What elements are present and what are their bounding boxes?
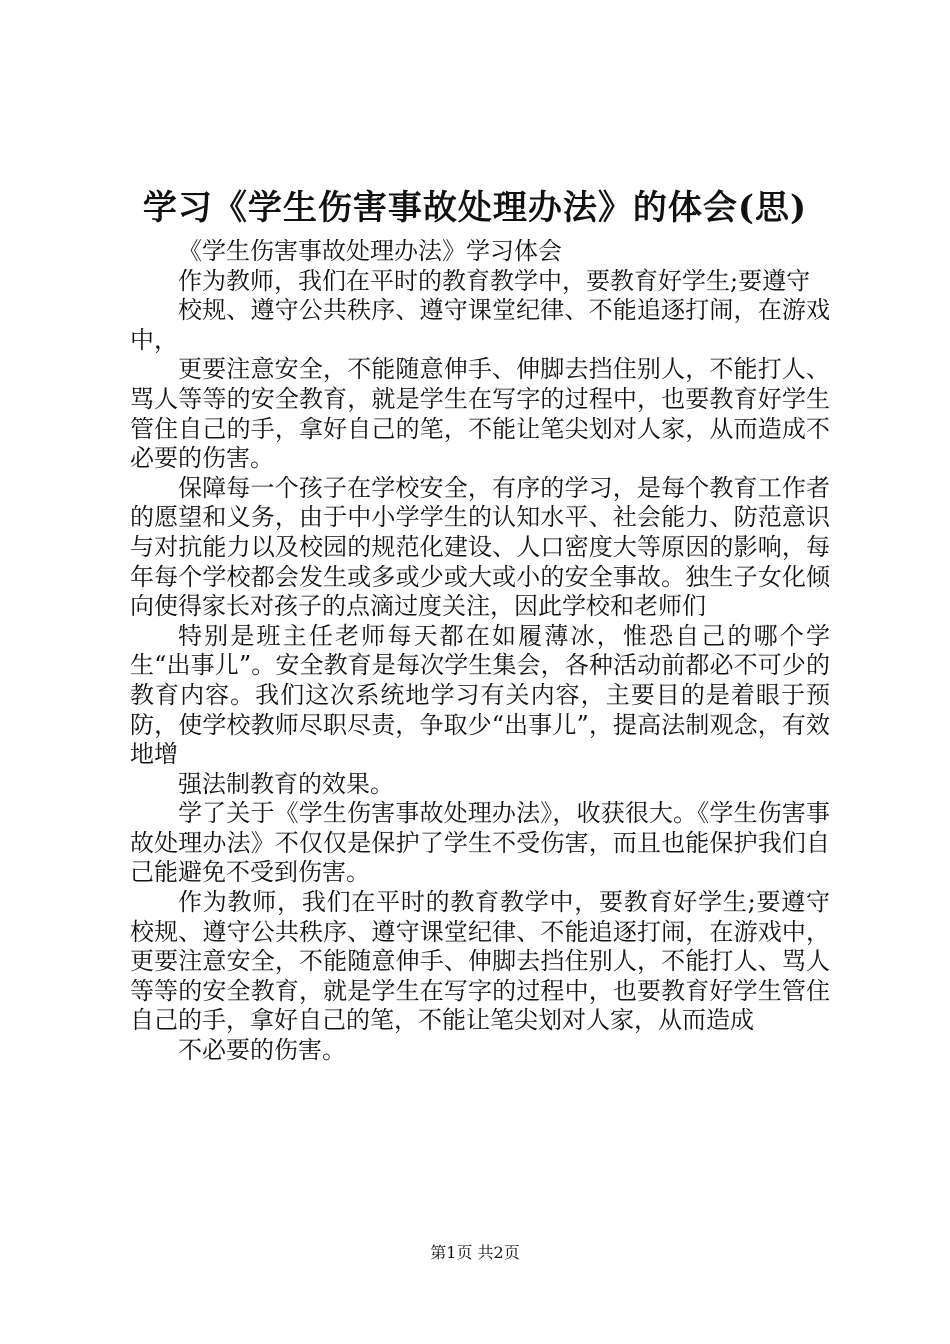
document-title: 学习《学生伤害事故处理办法》的体会(思) [142, 188, 808, 228]
page-number-footer: 第1页 共2页 [430, 1243, 520, 1262]
paragraph: 强法制教育的效果。 [178, 769, 394, 798]
paragraph: 《学生伤害事故处理办法》学习体会 [178, 237, 562, 265]
paragraph: 特别是班主任老师每天都在如履薄冰，惟恐自己的哪个学生“出事儿”。安全教育是每次学生集会，各种活动前都必不可少的教育内容。我们这次系统地学习有关内容，主要目的是着眼于预防，使学校教师尽职尽责，争取少“出事儿”，提高法制观念，有效地增 [130, 621, 830, 769]
paragraph: 不必要的伤害。 [178, 1036, 346, 1065]
paragraph: 作为教师，我们在平时的教育教学中，要教育好学生;要遵守 [178, 266, 811, 295]
paragraph: 学了关于《学生伤害事故处理办法》，收获很大。《学生伤害事故处理办法》不仅仅是保护了学生不受伤害，而且也能保护我们自己能避免不受到伤害。 [130, 799, 830, 887]
document-body [130, 237, 830, 1066]
paragraph: 校规、遵守公共秩序、遵守课堂纪律、不能追逐打闹，在游戏中， [130, 296, 830, 354]
paragraph: 作为教师，我们在平时的教育教学中，要教育好学生;要遵守校规、遵守公共秩序、遵守课堂纪律、不能追逐打闹，在游戏中，更要注意安全，不能随意伸手、伸脚去挡住别人，不能打人、骂人等等的安全教育，就是学生在写字的过程中，也要教育好学生管住自己的手，拿好自己的笔，不能让笔尖划对人家，从而造成 [130, 888, 830, 1035]
paragraph: 更要注意安全，不能随意伸手、伸脚去挡住别人，不能打人、骂人等等的安全教育，就是学生在写字的过程中，也要教育好学生管住自己的手，拿好自己的笔，不能让笔尖划对人家，从而造成不必要的伤害。 [130, 355, 830, 473]
paragraph: 保障每一个孩子在学校安全，有序的学习，是每个教育工作者的愿望和义务，由于中小学学生的认知水平、社会能力、防范意识与对抗能力以及校园的规范化建设、人口密度大等原因的影响，每年每个学校都会发生或多或少或大或小的安全事故。独生子女化倾向使得家长对孩子的点滴过度关注，因此学校和老师们 [130, 473, 830, 621]
